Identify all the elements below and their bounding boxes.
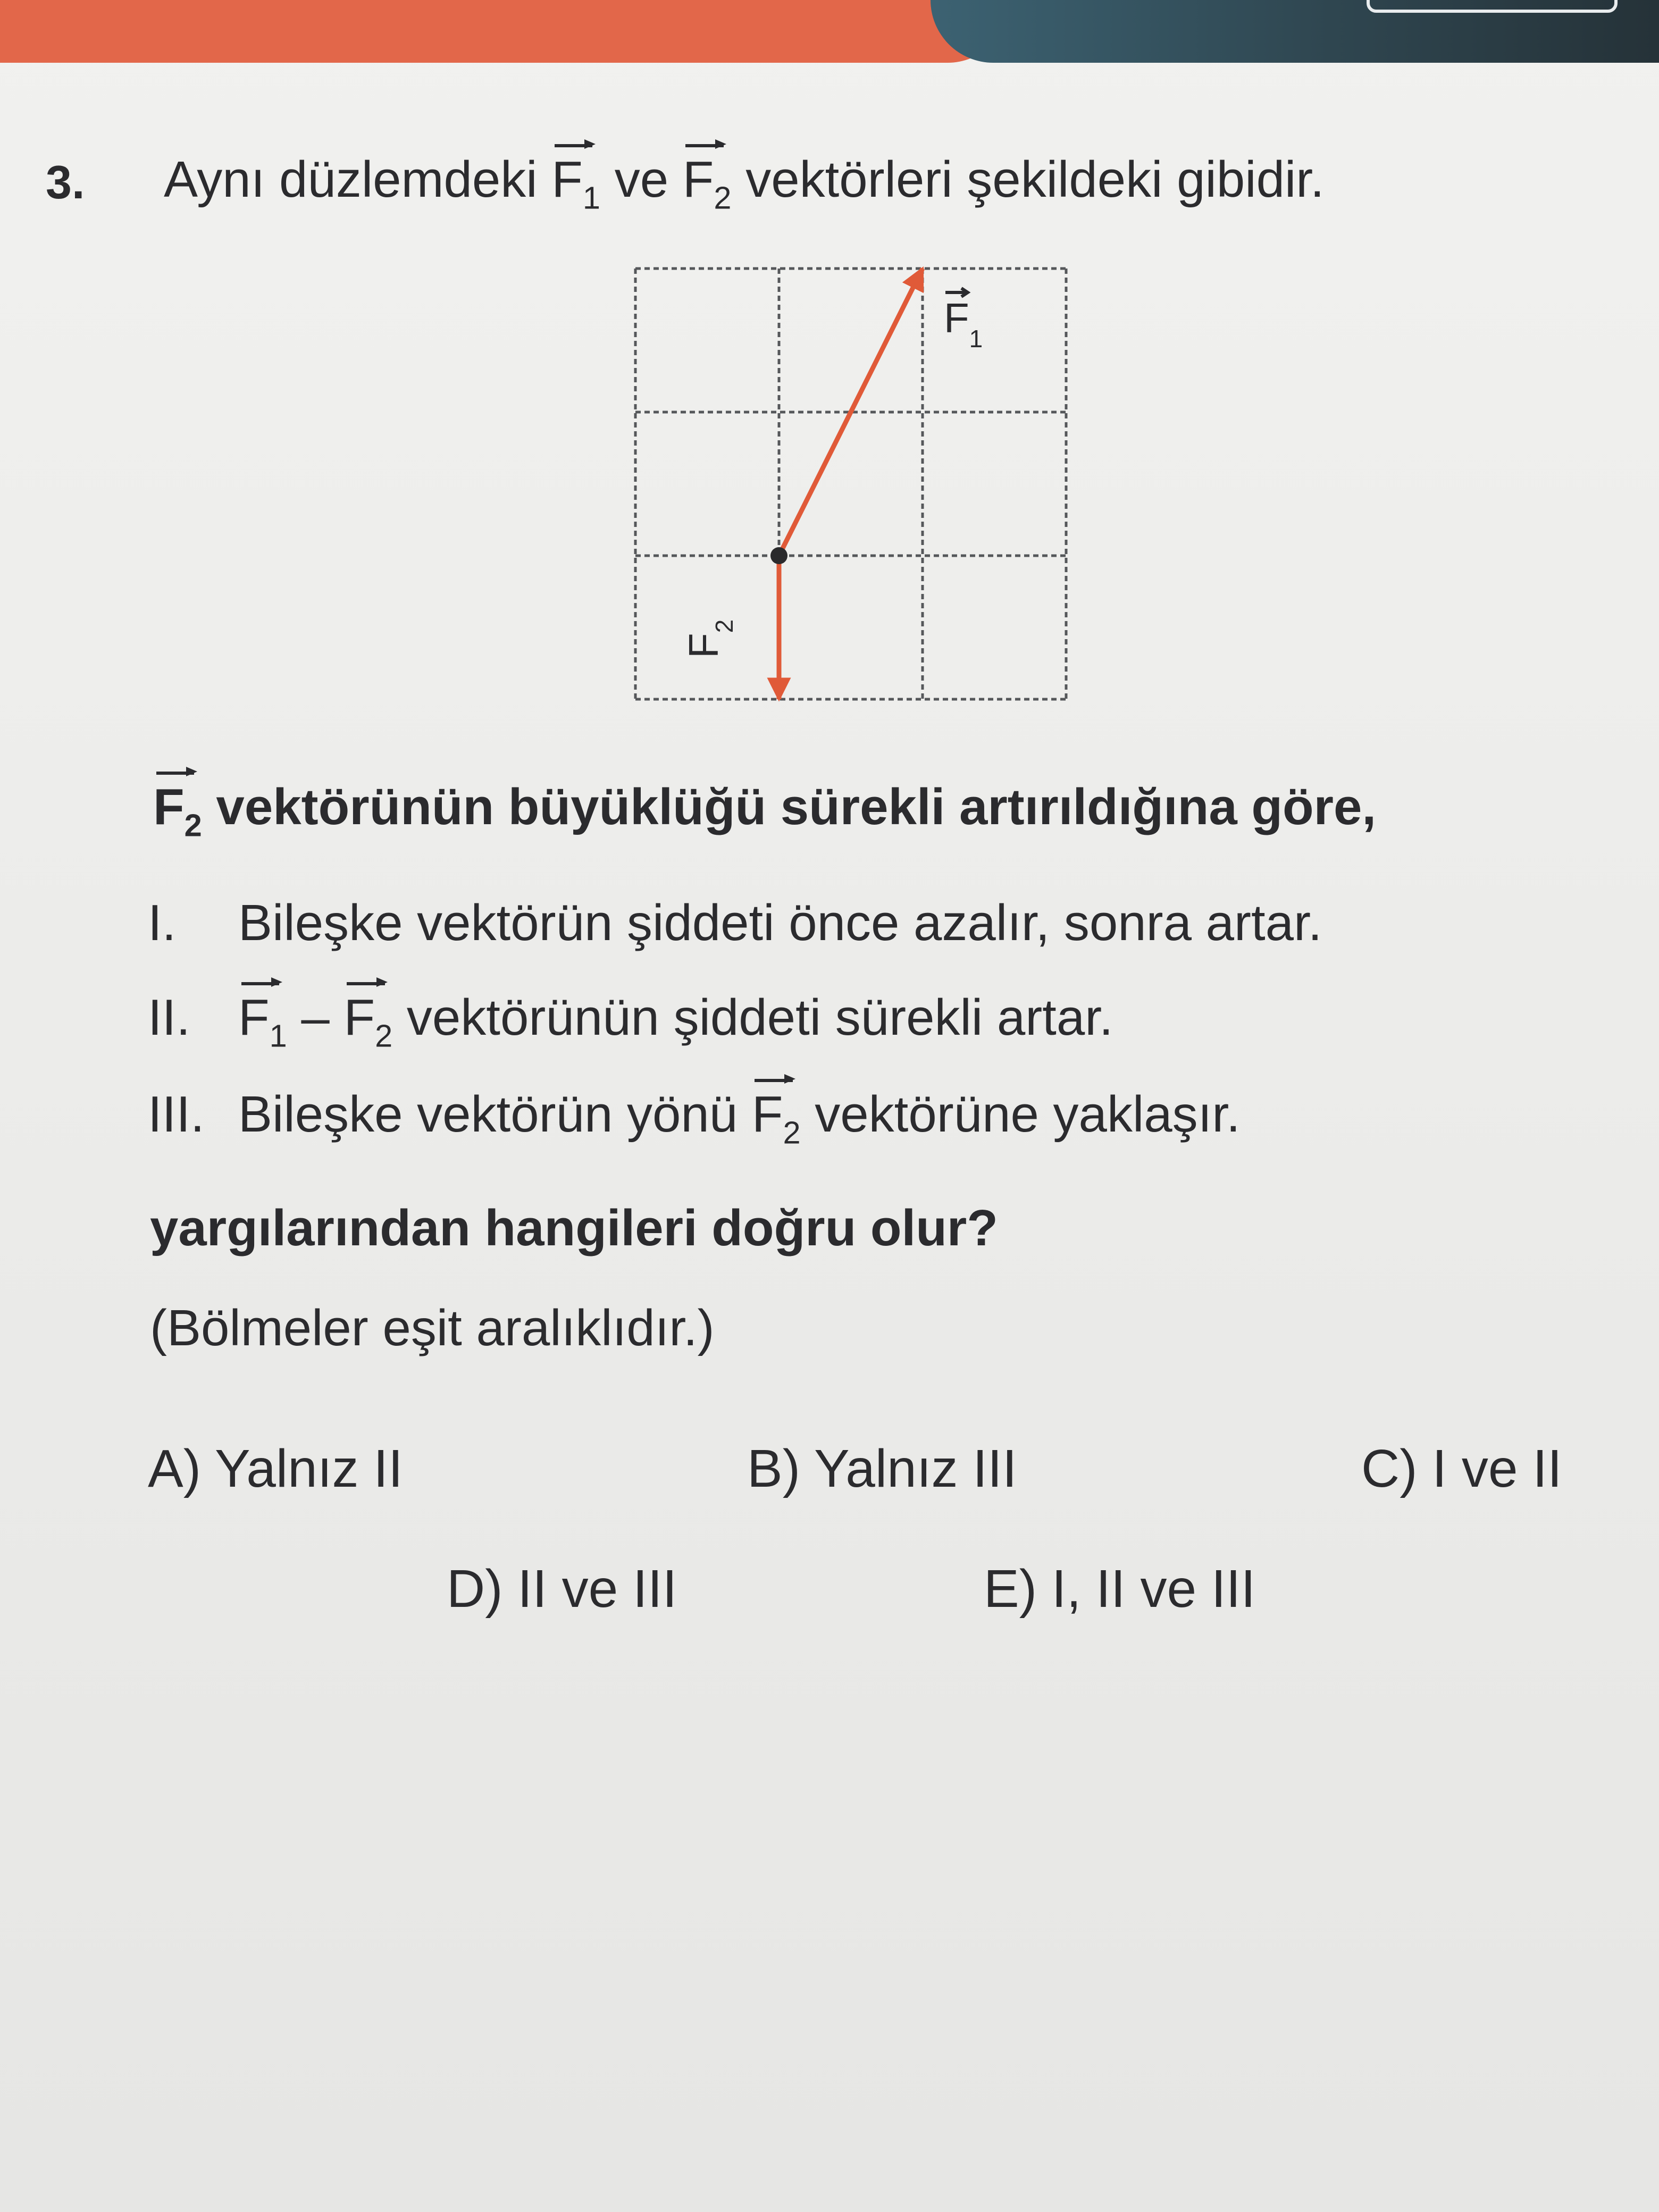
- statement-3: III. Bileşke vektörün yönü $F_2$ vektörüne yaklaşır.: [148, 1086, 1241, 1151]
- svg-text:F2: $F_2$: [680, 619, 738, 658]
- f1-symbol: $F_1$: [551, 151, 601, 216]
- f2-symbol: $F_2$: [751, 1086, 801, 1151]
- f1-label: $F_1$: [944, 295, 983, 353]
- header-accent-band: [0, 0, 1010, 63]
- f2-symbol: $F_2$: [682, 151, 732, 216]
- header-outline-box: [1367, 0, 1618, 13]
- question-stem: $F_2$ vektörünün büyüklüğü sürekli artırıldığına göre,: [153, 778, 1377, 843]
- option-e[interactable]: E) I, II ve III: [984, 1559, 1256, 1619]
- f2-label: [680, 619, 738, 658]
- vector-diagram: [627, 261, 1074, 707]
- f2-symbol: $F_2$: [343, 989, 393, 1054]
- option-a[interactable]: A) Yalnız II: [148, 1439, 403, 1498]
- question-prompt: yargılarından hangileri doğru olur?: [150, 1200, 998, 1256]
- f1-symbol: $F_1$: [238, 989, 287, 1054]
- question-intro: Aynı düzlemdeki $F_1$ ve $F_2$ vektörleri şekildeki gibidir.: [164, 151, 1325, 216]
- division-note: (Bölmeler eşit aralıklıdır.): [150, 1300, 715, 1356]
- statement-1: I. Bileşke vektörün şiddeti önce azalır, sonra artar.: [148, 894, 1322, 951]
- f2-symbol: $F_2$: [153, 778, 202, 843]
- question-number: 3.: [46, 156, 85, 208]
- option-b[interactable]: B) Yalnız III: [747, 1439, 1017, 1498]
- vector-origin-point: [770, 547, 787, 564]
- vector-grid-figure: [627, 261, 1074, 707]
- option-d[interactable]: D) II ve III: [447, 1559, 677, 1619]
- option-c[interactable]: C) I ve II: [1361, 1439, 1562, 1498]
- statement-2: II. $F_1 - F_2$ vektörünün şiddeti sürekli artar.: [148, 989, 1113, 1054]
